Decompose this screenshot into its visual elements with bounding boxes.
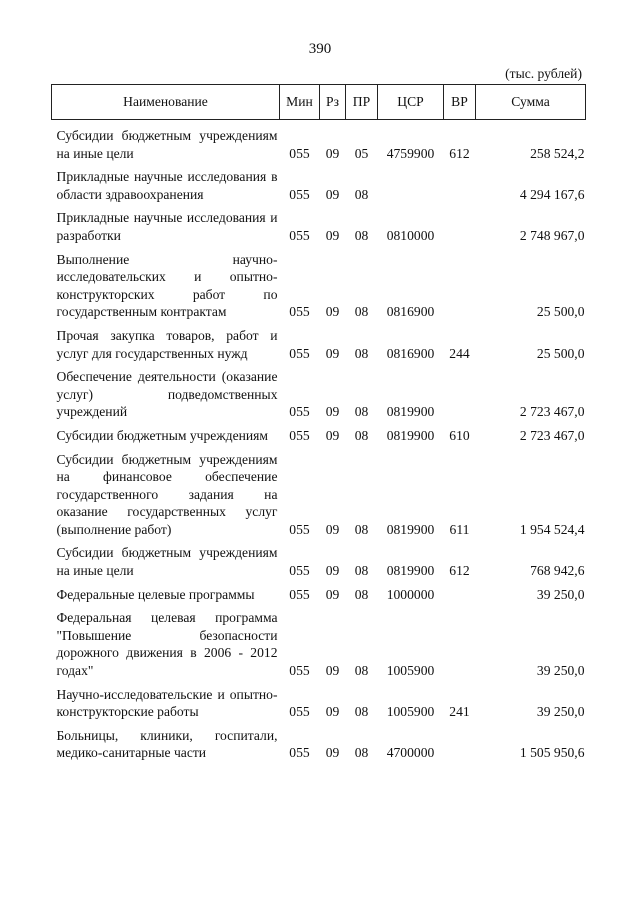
cell-pr: 08 xyxy=(354,227,369,243)
table-row xyxy=(52,421,586,445)
cell-rz: 09 xyxy=(325,427,340,443)
header-vr: ВР xyxy=(444,85,476,120)
cell-rz: 09 xyxy=(325,345,340,361)
cell-vr xyxy=(444,245,476,321)
cell-min: 055 xyxy=(289,663,310,679)
cell-sum: 2 723 467,0 xyxy=(519,404,585,420)
cell-rz: 09 xyxy=(325,186,340,202)
cell-vr: 610 xyxy=(449,427,470,443)
cell-sum: 258 524,2 xyxy=(530,145,585,161)
cell-csr: 1005900 xyxy=(386,704,435,720)
header-csr: ЦСР xyxy=(378,85,444,120)
cell-name: Субсидии бюджетным учреждениям xyxy=(56,427,269,443)
cell-vr: 612 xyxy=(449,563,470,579)
table-row xyxy=(52,362,586,421)
cell-name: Научно-исследовательские и опытно-конструкторские работы xyxy=(56,686,278,720)
cell-csr: 0810000 xyxy=(386,227,435,243)
header-sum: Сумма xyxy=(476,85,586,120)
cell-sum: 39 250,0 xyxy=(536,704,585,720)
cell-vr: 241 xyxy=(449,704,470,720)
cell-rz: 09 xyxy=(325,521,340,537)
cell-vr: 611 xyxy=(449,521,470,537)
cell-pr: 05 xyxy=(354,145,369,161)
header-name: Наименование xyxy=(52,85,280,120)
cell-vr xyxy=(444,162,476,203)
cell-csr: 1000000 xyxy=(386,586,435,602)
cell-pr: 08 xyxy=(354,745,369,761)
table-row xyxy=(52,203,586,244)
table-row xyxy=(52,580,586,604)
cell-csr: 0819900 xyxy=(386,404,435,420)
cell-csr: 0816900 xyxy=(386,345,435,361)
header-min: Мин xyxy=(280,85,320,120)
cell-rz: 09 xyxy=(325,563,340,579)
header-rz: Рз xyxy=(320,85,346,120)
cell-name: Больницы, клиники, госпитали, медико-санитарные части xyxy=(56,727,278,761)
cell-pr: 08 xyxy=(354,521,369,537)
cell-vr xyxy=(444,362,476,421)
cell-rz: 09 xyxy=(325,745,340,761)
cell-name: Субсидии бюджетным учреждениям на финансовое обеспечение государственного задания на оказание государственных услуг (выполнение работ) xyxy=(56,451,278,537)
table-body xyxy=(52,120,586,763)
table-row xyxy=(52,321,586,362)
cell-name: Прикладные научные исследования и разработки xyxy=(56,210,278,243)
cell-rz: 09 xyxy=(325,404,340,420)
cell-vr xyxy=(444,203,476,244)
cell-name: Обеспечение деятельности (оказание услуг) подведомственных учреждений xyxy=(56,369,278,420)
cell-name: Федеральная целевая программа "Повышение безопасности дорожного движения в 2006 - 2012 годах" xyxy=(56,610,278,679)
cell-name: Субсидии бюджетным учреждениям на иные цели xyxy=(56,545,278,579)
cell-min: 055 xyxy=(289,404,310,420)
cell-vr: 612 xyxy=(449,145,470,161)
cell-pr: 08 xyxy=(354,663,369,679)
cell-sum: 39 250,0 xyxy=(536,586,585,602)
cell-min: 055 xyxy=(289,186,310,202)
cell-csr: 0819900 xyxy=(386,563,435,579)
cell-min: 055 xyxy=(289,145,310,161)
table-header-row xyxy=(52,85,586,120)
table-row xyxy=(52,538,586,579)
table-row xyxy=(52,680,586,721)
cell-min: 055 xyxy=(289,586,310,602)
table-row xyxy=(52,162,586,203)
cell-pr: 08 xyxy=(354,186,369,202)
cell-pr: 08 xyxy=(354,704,369,720)
cell-pr: 08 xyxy=(354,427,369,443)
cell-rz: 09 xyxy=(325,586,340,602)
cell-csr: 4759900 xyxy=(386,145,435,161)
cell-vr xyxy=(444,603,476,679)
cell-vr xyxy=(444,580,476,604)
cell-pr: 08 xyxy=(354,586,369,602)
cell-vr xyxy=(444,721,476,762)
cell-sum: 25 500,0 xyxy=(536,304,585,320)
cell-min: 055 xyxy=(289,704,310,720)
cell-name: Прочая закупка товаров, работ и услуг для государственных нужд xyxy=(56,327,278,361)
table-row xyxy=(52,721,586,762)
cell-rz: 09 xyxy=(325,145,340,161)
units-label: (тыс. рублей) xyxy=(505,66,582,81)
table-row xyxy=(52,603,586,679)
cell-min: 055 xyxy=(289,563,310,579)
cell-pr: 08 xyxy=(354,345,369,361)
cell-vr: 244 xyxy=(449,345,470,361)
cell-pr: 08 xyxy=(354,404,369,420)
budget-table xyxy=(51,84,586,762)
cell-min: 055 xyxy=(289,304,310,320)
cell-min: 055 xyxy=(289,227,310,243)
cell-rz: 09 xyxy=(325,304,340,320)
header-pr: ПР xyxy=(346,85,378,120)
cell-sum: 2 723 467,0 xyxy=(519,427,585,443)
cell-min: 055 xyxy=(289,345,310,361)
cell-pr: 08 xyxy=(354,563,369,579)
cell-sum: 768 942,6 xyxy=(530,563,585,579)
cell-csr: 0819900 xyxy=(386,427,435,443)
cell-csr: 1005900 xyxy=(386,663,435,679)
cell-min: 055 xyxy=(289,521,310,537)
cell-name: Прикладные научные исследования в области здравоохранения xyxy=(56,169,278,202)
cell-csr xyxy=(378,162,444,203)
cell-name: Федеральные целевые программы xyxy=(56,586,255,602)
cell-sum: 1 505 950,6 xyxy=(519,745,585,761)
cell-csr: 0819900 xyxy=(386,521,435,537)
cell-sum: 39 250,0 xyxy=(536,663,585,679)
cell-pr: 08 xyxy=(354,304,369,320)
cell-min: 055 xyxy=(289,745,310,761)
cell-sum: 25 500,0 xyxy=(536,345,585,361)
cell-sum: 1 954 524,4 xyxy=(519,521,585,537)
cell-name: Выполнение научно-исследовательских и опытно-конструкторских работ по государственным контрактам xyxy=(56,251,278,320)
table-row xyxy=(52,120,586,163)
cell-sum: 2 748 967,0 xyxy=(519,227,585,243)
table-row xyxy=(52,245,586,321)
cell-sum: 4 294 167,6 xyxy=(519,186,585,202)
cell-csr: 4700000 xyxy=(386,745,435,761)
cell-rz: 09 xyxy=(325,227,340,243)
cell-rz: 09 xyxy=(325,704,340,720)
cell-rz: 09 xyxy=(325,663,340,679)
cell-csr: 0816900 xyxy=(386,304,435,320)
cell-min: 055 xyxy=(289,427,310,443)
table-row xyxy=(52,445,586,539)
cell-name: Субсидии бюджетным учреждениям на иные цели xyxy=(56,128,278,161)
page-number: 390 xyxy=(308,41,332,57)
